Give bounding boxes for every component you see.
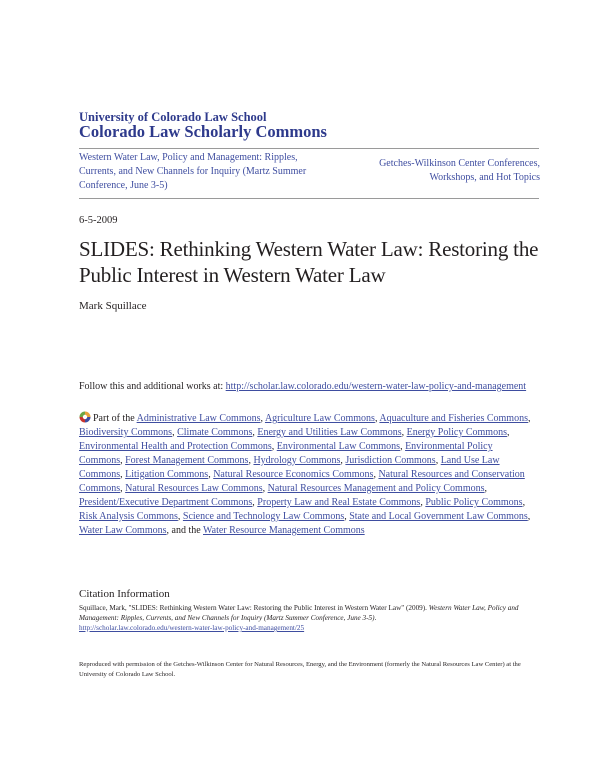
commons-separator: ,	[420, 497, 426, 508]
follow-url-link[interactable]: http://scholar.law.colorado.edu/western-water-law-policy-and-management	[225, 381, 527, 392]
commons-link[interactable]: Risk Analysis Commons	[79, 511, 178, 522]
commons-link[interactable]: Natural Resources Law Commons	[125, 483, 263, 494]
commons-separator: ,	[120, 483, 126, 494]
commons-link[interactable]: Forest Management Commons	[125, 455, 249, 466]
commons-link[interactable]: Administrative Law Commons	[136, 413, 261, 424]
commons-separator: ,	[401, 427, 407, 438]
part-of-section	[79, 411, 531, 538]
commons-link[interactable]: Agriculture Law Commons	[264, 413, 375, 424]
commons-link[interactable]: Land Use Law Commons	[79, 455, 500, 480]
commons-separator: ,	[271, 441, 277, 452]
commons-link[interactable]: Public Policy Commons	[425, 497, 523, 508]
commons-separator: ,	[248, 455, 254, 466]
commons-separator: ,	[120, 455, 126, 466]
commons-link[interactable]: Natural Resource Economics Commons	[213, 469, 374, 480]
commons-link[interactable]: Climate Commons	[177, 427, 253, 438]
commons-link[interactable]: Property Law and Real Estate Commons	[257, 497, 421, 508]
citation-heading: Citation Information	[79, 588, 170, 600]
commons-separator: ,	[527, 413, 531, 424]
commons-link[interactable]: Energy Policy Commons	[406, 427, 507, 438]
commons-link[interactable]: Natural Resources Management and Policy Commons	[267, 483, 485, 494]
commons-link[interactable]: Litigation Commons	[125, 469, 209, 480]
commons-separator: ,	[527, 511, 531, 522]
commons-list	[79, 413, 530, 536]
publication-date: 6-5-2009	[79, 215, 118, 226]
follow-prefix: Follow this and additional works at:	[79, 381, 226, 392]
commons-separator: ,	[208, 469, 214, 480]
commons-separator: ,	[522, 497, 526, 508]
bottom-rule	[79, 198, 539, 199]
commons-link[interactable]: Jurisdiction Commons	[345, 455, 436, 466]
commons-separator: ,	[344, 511, 350, 522]
university-name[interactable]: University of Colorado Law School	[79, 110, 267, 124]
site-name[interactable]: Colorado Law Scholarly Commons	[79, 122, 327, 141]
commons-separator: ,	[373, 469, 379, 480]
commons-separator: ,	[262, 483, 268, 494]
commons-separator: ,	[260, 413, 265, 424]
collection-link-left[interactable]: Western Water Law, Policy and Management: Ripples, Currents, and New Channels for Inquiry (Martz Summer Conference, June 3-5)	[79, 152, 307, 191]
commons-link[interactable]: Energy and Utilities Law Commons	[257, 427, 402, 438]
commons-separator: ,	[340, 455, 346, 466]
part-of-prefix: Part of the	[93, 413, 137, 424]
document-title: SLIDES: Rethinking Western Water Law: Restoring the Public Interest in Western Water Law	[79, 237, 539, 287]
commons-separator: ,	[400, 441, 406, 452]
commons-link[interactable]: Biodiversity Commons	[79, 427, 173, 438]
commons-link[interactable]: Aquaculture and Fisheries Commons	[379, 413, 528, 424]
top-rule	[79, 148, 539, 149]
author-name: Mark Squillace	[79, 300, 147, 312]
follow-section	[79, 380, 539, 394]
commons-link[interactable]: Water Resource Management Commons	[203, 525, 365, 536]
commons-separator: ,	[374, 413, 380, 424]
commons-link[interactable]: Environmental Policy Commons	[79, 441, 493, 466]
citation-suffix: .	[374, 614, 377, 622]
commons-separator: ,	[252, 497, 258, 508]
commons-link[interactable]: Environmental Health and Protection Commons	[79, 441, 272, 452]
commons-separator: ,	[252, 427, 258, 438]
commons-separator: ,	[484, 483, 488, 494]
commons-link[interactable]: Environmental Law Commons	[276, 441, 401, 452]
citation-body: Squillace, Mark, "SLIDES: Rethinking Western Water Law: Restoring the Public Interest in Western Water Law" (2009).	[79, 604, 429, 612]
commons-link[interactable]: Water Law Commons	[79, 525, 167, 536]
network-icon	[79, 411, 91, 423]
commons-link[interactable]: Hydrology Commons	[253, 455, 341, 466]
citation-url-link[interactable]: http://scholar.law.colorado.edu/western-water-law-policy-and-management/25	[79, 624, 305, 632]
commons-separator: ,	[435, 455, 441, 466]
commons-link[interactable]: Science and Technology Law Commons	[182, 511, 345, 522]
reproduction-notice: Reproduced with permission of the Getches-Wilkinson Center for Natural Resources, Energy, and the Environment (formerly the Natural Resources Law Center) at the University of Colorado Law School.	[79, 661, 521, 678]
commons-separator: , and the	[166, 525, 203, 536]
collection-link-right[interactable]: Getches-Wilkinson Center Conferences, Workshops, and Hot Topics	[379, 158, 540, 183]
commons-separator: ,	[177, 511, 183, 522]
commons-link[interactable]: State and Local Government Law Commons	[349, 511, 528, 522]
commons-link[interactable]: Natural Resources and Conservation Commons	[79, 469, 525, 494]
commons-separator: ,	[120, 469, 126, 480]
commons-link[interactable]: President/Executive Department Commons	[79, 497, 253, 508]
citation-text	[79, 603, 534, 633]
commons-separator: ,	[506, 427, 510, 438]
citation-source: Western Water Law, Policy and Management: Ripples, Currents, and New Channels for Inquiry (Martz Summer Conference, June 3-5)	[79, 604, 519, 622]
commons-separator: ,	[172, 427, 178, 438]
